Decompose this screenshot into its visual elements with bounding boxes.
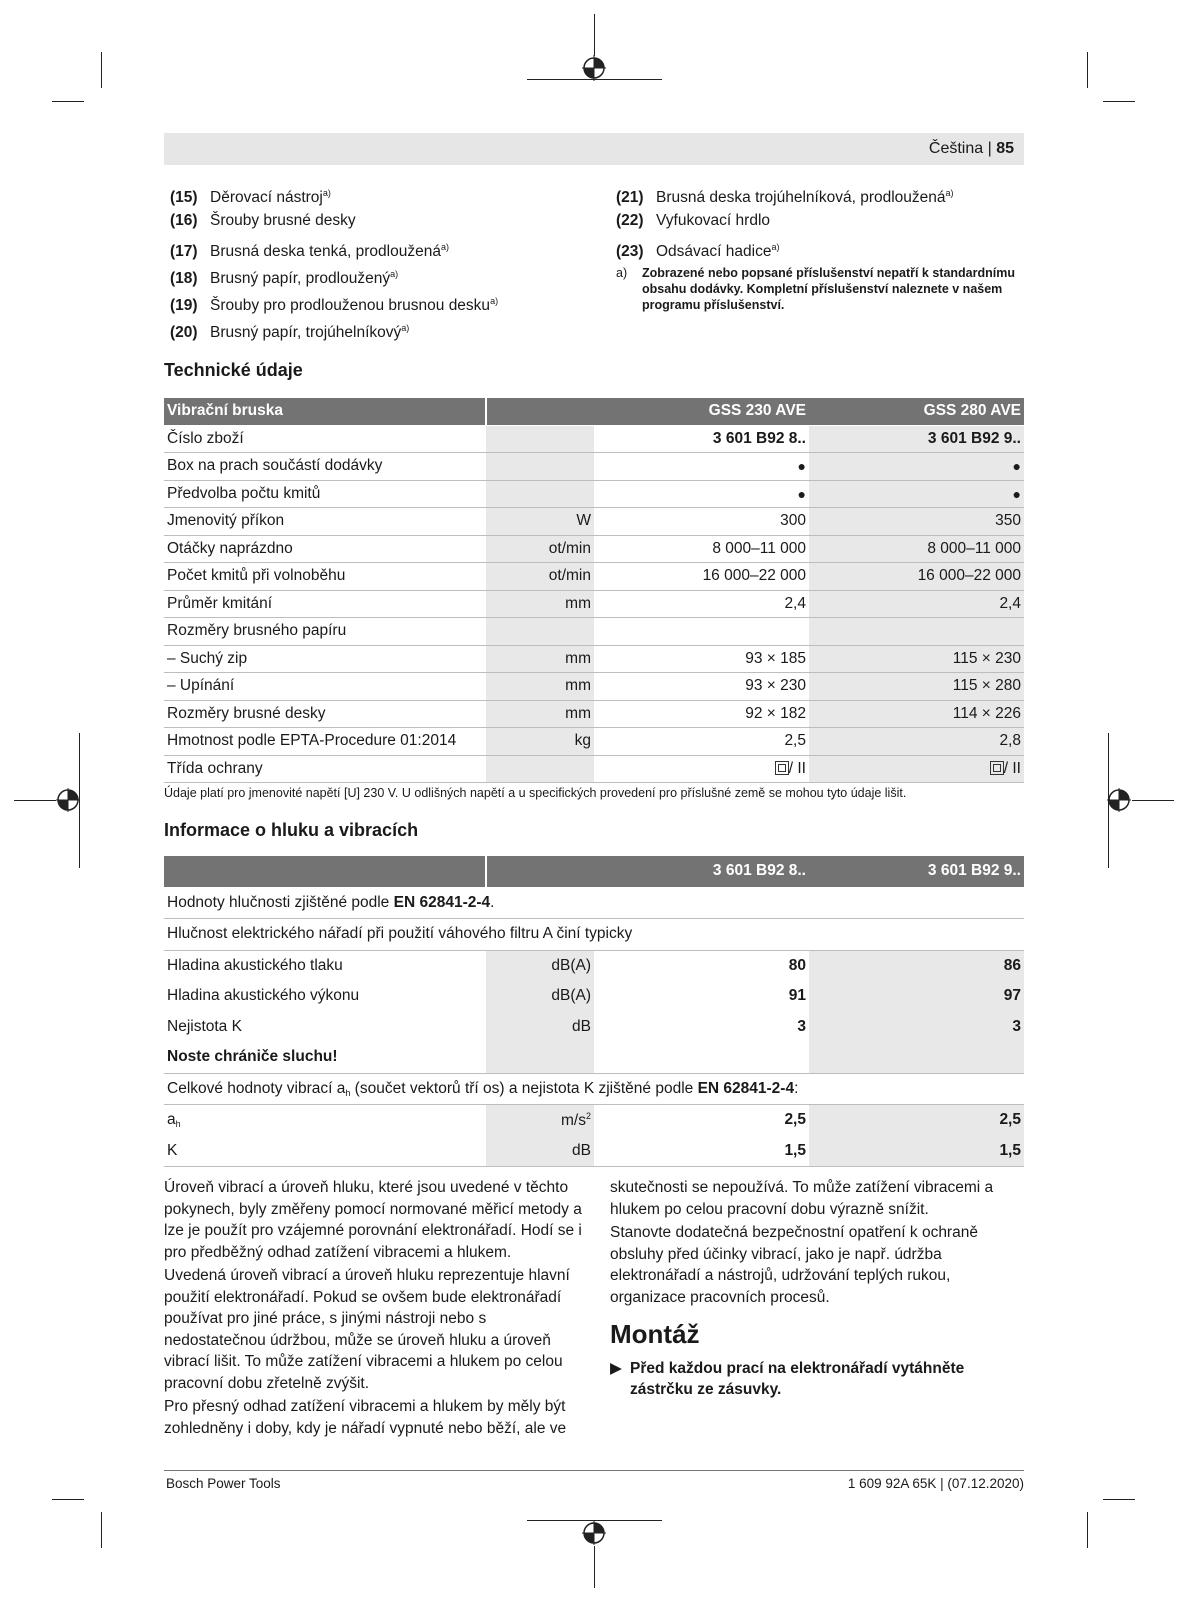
table-cell: ●: [594, 453, 809, 481]
noise-header-cell: [486, 856, 594, 887]
table-cell: [486, 1042, 594, 1073]
table-row: [164, 535, 1024, 563]
assembly-title: Montáž: [610, 1319, 700, 1349]
table-cell: [486, 618, 594, 646]
protection-class-value: / II: [1003, 759, 1021, 777]
crop-mark: [594, 14, 595, 56]
table-cell: [594, 755, 809, 783]
table-cell: [486, 1105, 594, 1136]
legend-item: [170, 261, 498, 288]
table-cell: 86: [809, 950, 1024, 981]
noise-table: [164, 856, 1024, 1167]
legend-footnote-ref: a): [401, 323, 410, 333]
legend-footnote-ref: a): [945, 188, 954, 198]
crop-mark: [1103, 1499, 1135, 1500]
table-cell: Rozměry brusné desky: [164, 700, 486, 728]
protection-class-icon: [775, 761, 789, 775]
table-row: [164, 728, 1024, 756]
table-cell: 3 601 B92 9..: [809, 425, 1024, 453]
tech-header-cell: GSS 280 AVE: [809, 398, 1024, 425]
crop-mark: [101, 1512, 102, 1548]
table-cell: Číslo zboží: [164, 425, 486, 453]
assembly-warning: [610, 1358, 1028, 1401]
table-cell: [164, 1105, 486, 1136]
body-paragraph: Stanovte dodatečná bezpečnostní opatření k ochraně obsluhy před účinky vibrací, jako je např. údržba elektronářadí a nástrojů, udržování teplých rukou, organizace pracovních procesů.: [610, 1224, 978, 1306]
table-cell: [486, 425, 594, 453]
vibration-subscript: h: [345, 1087, 351, 1098]
legend-text: Brusný papír, prodloužený: [210, 270, 391, 287]
table-row: [164, 950, 1024, 981]
noise-header-cell: 3 601 B92 9..: [809, 856, 1024, 887]
table-cell: [809, 1042, 1024, 1073]
legend-item: [616, 207, 1026, 234]
body-paragraph: Uvedená úroveň vibrací a úroveň hluku reprezentuje hlavní použití elektronářadí. Pokud se ovšem bude elektronářadí používat pro jiné práce, s jinými nástroji nebo s nedostatečnou údržbou, může se úroveň hluku a úroveň vibrací lišit. To může zatížení vibracemi a hlukem po celou pracovní dobu zřetelně zvýšit.: [164, 1267, 570, 1392]
vibration-label-subscript: h: [175, 1119, 181, 1130]
noise-section-title: Informace o hluku a vibracích: [164, 820, 419, 840]
table-cell: dB: [486, 1012, 594, 1043]
legend-item: [616, 180, 1026, 207]
vibration-unit: dB: [572, 1141, 591, 1159]
table-cell: 2,5: [784, 1111, 806, 1129]
table-cell: 91: [788, 987, 806, 1005]
tech-header-cell: GSS 230 AVE: [594, 398, 809, 425]
crop-mark: [1132, 800, 1174, 801]
registration-mark-icon: [581, 1520, 607, 1546]
legend-left: [170, 180, 498, 342]
crop-mark: [101, 52, 102, 88]
table-cell: 1,5: [594, 1136, 809, 1167]
table-cell: Hladina akustického výkonu: [167, 987, 360, 1005]
legend-footnote-ref: a): [390, 269, 399, 279]
protection-class-value: / II: [788, 759, 806, 777]
table-cell: 92 × 182: [594, 700, 809, 728]
table-cell: 2,5: [594, 728, 809, 756]
table-cell: Hladina akustického tlaku: [167, 956, 343, 974]
legend-text: Odsávací hadice: [656, 243, 772, 260]
legend-item: [170, 234, 498, 261]
vibration-intro-middle: (součet vektorů tří os) a nejistota K zjištěné podle: [350, 1079, 698, 1097]
legend-text: Brusný papír, trojúhelníkový: [210, 324, 402, 341]
noise-intro-row-cell: [164, 887, 1024, 919]
noise-header-cell: [164, 856, 486, 887]
registration-mark-icon: [1106, 787, 1132, 813]
table-cell: [594, 618, 809, 646]
table-row: [164, 480, 1024, 508]
noise-intro-suffix: .: [490, 893, 495, 911]
legend-number: (16): [170, 212, 198, 229]
table-cell: Hmotnost podle EPTA-Procedure 01:2014: [164, 728, 486, 756]
table-cell: mm: [486, 673, 594, 701]
table-cell: dB(A): [486, 950, 594, 981]
legend-number: (23): [616, 243, 644, 260]
vibration-standard: EN 62841-2-4: [697, 1079, 795, 1097]
tech-header-cell: Vibrační bruska: [164, 398, 486, 425]
table-row: [164, 1012, 1024, 1043]
ear-protection-text: Noste chrániče sluchu!: [164, 1042, 486, 1073]
table-cell: 2,4: [594, 590, 809, 618]
legend-item: [170, 207, 498, 234]
legend-text: Šrouby pro prodlouženou brusnou desku: [210, 297, 491, 314]
legend-number: (18): [170, 270, 198, 287]
legend-number: (22): [616, 212, 644, 229]
crop-mark: [1103, 101, 1135, 102]
table-row: [164, 1136, 1024, 1167]
table-cell: Třída ochrany: [164, 755, 486, 783]
table-cell: 300: [594, 508, 809, 536]
table-cell: Otáčky naprázdno: [164, 535, 486, 563]
table-cell: 1,5: [809, 1136, 1024, 1167]
table-cell: [164, 1136, 486, 1167]
noise-weighting-text: Hlučnost elektrického nářadí při použití váhového filtru A činí typicky: [167, 925, 633, 943]
table-cell: 2,8: [809, 728, 1024, 756]
legend-item: [170, 180, 498, 207]
table-cell: 16 000–22 000: [809, 563, 1024, 591]
table-cell: 3: [809, 1012, 1024, 1043]
table-cell: 2,4: [809, 590, 1024, 618]
noise-weighting-row: [164, 919, 1024, 951]
table-cell: 97: [809, 981, 1024, 1012]
tech-table-note: Údaje platí pro jmenovité napětí [U] 230 V. U odlišných napětí a u specifických provedení pro příslušné země se mohou tyto údaje lišit.: [164, 786, 907, 800]
table-row: [164, 1105, 1024, 1136]
table-cell: Předvolba počtu kmitů: [164, 480, 486, 508]
body-right-paragraphs: [610, 1177, 1028, 1308]
legend-footnote-ref: a): [490, 296, 499, 306]
legend-right-column: [616, 180, 1026, 313]
legend-text: Vyfukovací hrdlo: [656, 212, 771, 229]
table-row: [164, 673, 1024, 701]
legend-text: Šrouby brusné desky: [210, 212, 356, 229]
legend-footnote-ref: a): [322, 188, 331, 198]
table-row: [164, 700, 1024, 728]
table-cell: – Upínání: [164, 673, 486, 701]
legend-text: Brusná deska tenká, prodloužená: [210, 243, 441, 260]
footer-right: 1 609 92A 65K | (07.12.2020): [847, 1476, 1024, 1491]
noise-intro-row: [164, 887, 1024, 919]
noise-header-cell: 3 601 B92 8..: [594, 856, 809, 887]
table-cell: 3: [797, 1017, 806, 1035]
body-left-column: [164, 1177, 582, 1441]
crop-mark: [1087, 1512, 1088, 1548]
table-row: [164, 981, 1024, 1012]
body-paragraph: skutečnosti se nepoužívá. To může zatížení vibracemi a hlukem po celou pracovní dobu výrazně snížit.: [610, 1179, 994, 1218]
table-cell: kg: [486, 728, 594, 756]
header-language: Čeština: [928, 140, 984, 157]
table-cell: 80: [788, 956, 806, 974]
table-row: [164, 645, 1024, 673]
legend-number: (20): [170, 324, 198, 341]
table-row: [164, 453, 1024, 481]
table-cell: mm: [486, 645, 594, 673]
page-number: 85: [996, 140, 1014, 157]
table-cell: Průměr kmitání: [164, 590, 486, 618]
legend-number: (21): [616, 189, 644, 206]
table-cell: ●: [809, 453, 1024, 481]
table-cell: 114 × 226: [809, 700, 1024, 728]
table-cell: Počet kmitů při volnoběhu: [164, 563, 486, 591]
table-cell: Nejistota K: [167, 1017, 242, 1035]
vibration-intro-text: Celkové hodnoty vibrací a: [167, 1079, 346, 1097]
body-paragraph: Úroveň vibrací a úroveň hluku, které jsou uvedené v těchto pokynech, byly změřeny pomocí normované měřicí metody a lze je použít pro vzájemné porovnání elektronářadí. Hodí se i pro předběžný odhad zatížení vibracemi a hlukem.: [164, 1179, 582, 1261]
legend-right: [616, 180, 1026, 261]
legend-number: (19): [170, 297, 198, 314]
table-cell: 3 601 B92 8..: [594, 425, 809, 453]
table-cell: W: [486, 508, 594, 536]
crop-mark: [594, 1546, 595, 1588]
table-cell: Box na prach součástí dodávky: [164, 453, 486, 481]
table-cell: [486, 755, 594, 783]
table-cell: Jmenovitý příkon: [164, 508, 486, 536]
tech-header-cell: [486, 398, 594, 425]
table-cell: mm: [486, 590, 594, 618]
legend-item: [616, 234, 1026, 261]
table-cell: [809, 755, 1024, 783]
table-row: [164, 590, 1024, 618]
table-cell: 93 × 230: [594, 673, 809, 701]
noise-header-row: [164, 856, 1024, 887]
footer-left: Bosch Power Tools: [166, 1476, 281, 1491]
table-cell: 115 × 280: [809, 673, 1024, 701]
table-cell: 350: [809, 508, 1024, 536]
vibration-intro-row: [164, 1073, 1024, 1105]
table-cell: 8 000–11 000: [594, 535, 809, 563]
noise-weighting-row-cell: [164, 919, 1024, 951]
table-cell: 16 000–22 000: [594, 563, 809, 591]
table-row: [164, 508, 1024, 536]
table-cell: 115 × 230: [809, 645, 1024, 673]
table-row: [164, 755, 1024, 783]
table-cell: ot/min: [486, 535, 594, 563]
footer-divider: [164, 1470, 1024, 1471]
table-row: [164, 425, 1024, 453]
registration-mark-icon: [581, 55, 607, 81]
legend-footnote-ref: a): [771, 242, 780, 252]
table-cell: [486, 453, 594, 481]
table-cell: ●: [594, 480, 809, 508]
legend-item: [170, 315, 498, 342]
noise-standard: EN 62841-2-4: [393, 893, 491, 911]
table-cell: dB(A): [486, 981, 594, 1012]
vibration-label: a: [167, 1111, 176, 1129]
table-cell: Rozměry brusného papíru: [164, 618, 486, 646]
noise-intro-text: Hodnoty hlučnosti zjištěné podle: [167, 893, 394, 911]
tech-table: [164, 398, 1024, 783]
vibration-intro-row-cell: [164, 1073, 1024, 1105]
crop-mark: [1087, 52, 1088, 88]
crop-mark: [52, 1499, 84, 1500]
assembly-warning-text: Před každou prací na elektronářadí vytáhněte zástrčku ze zásuvky.: [630, 1359, 965, 1398]
table-cell: 2,5: [809, 1105, 1024, 1136]
table-cell: mm: [486, 700, 594, 728]
vibration-unit-superscript: 2: [585, 1110, 591, 1121]
body-right-column: [610, 1177, 1028, 1401]
table-row: [164, 618, 1024, 646]
legend-text: Děrovací nástroj: [210, 189, 323, 206]
legend-text: Brusná deska trojúhelníková, prodloužená: [656, 189, 946, 206]
crop-mark: [52, 101, 84, 102]
table-cell: [809, 618, 1024, 646]
table-cell: 8 000–11 000: [809, 535, 1024, 563]
protection-class-icon: [990, 761, 1004, 775]
tech-section-title: Technické údaje: [164, 360, 303, 380]
table-cell: ●: [809, 480, 1024, 508]
crop-mark: [14, 800, 56, 801]
vibration-unit: m/s: [561, 1111, 586, 1129]
table-cell: [486, 1136, 594, 1167]
table-cell: – Suchý zip: [164, 645, 486, 673]
ear-protection-row: [164, 1042, 1024, 1073]
vibration-label: K: [167, 1141, 178, 1159]
footnote-text: Zobrazené nebo popsané příslušenství nepatří k standardnímu obsahu dodávky. Kompletní příslušenství naleznete v našem programu příslušenství.: [642, 266, 1015, 312]
table-cell: [486, 480, 594, 508]
tech-header-row: [164, 398, 1024, 425]
vibration-intro-suffix: :: [794, 1079, 799, 1097]
legend-number: (15): [170, 189, 198, 206]
triangle-bullet-icon: ▶: [610, 1359, 622, 1377]
registration-mark-icon: [55, 787, 81, 813]
legend-number: (17): [170, 243, 198, 260]
table-cell: 93 × 185: [594, 645, 809, 673]
body-paragraph: Pro přesný odhad zatížení vibracemi a hlukem by měly být zohledněny i doby, kdy je nářadí vypnuté nebo běží, ale ve: [164, 1398, 567, 1437]
table-cell: [594, 1042, 809, 1073]
legend-footnote-ref: a): [440, 242, 449, 252]
table-cell: ot/min: [486, 563, 594, 591]
header-text: Čeština | 85: [928, 140, 1014, 157]
table-row: [164, 563, 1024, 591]
legend-item: [170, 288, 498, 315]
footnote-mark: a): [616, 266, 628, 280]
page-header: [164, 133, 1024, 165]
footnote: [616, 265, 1026, 313]
